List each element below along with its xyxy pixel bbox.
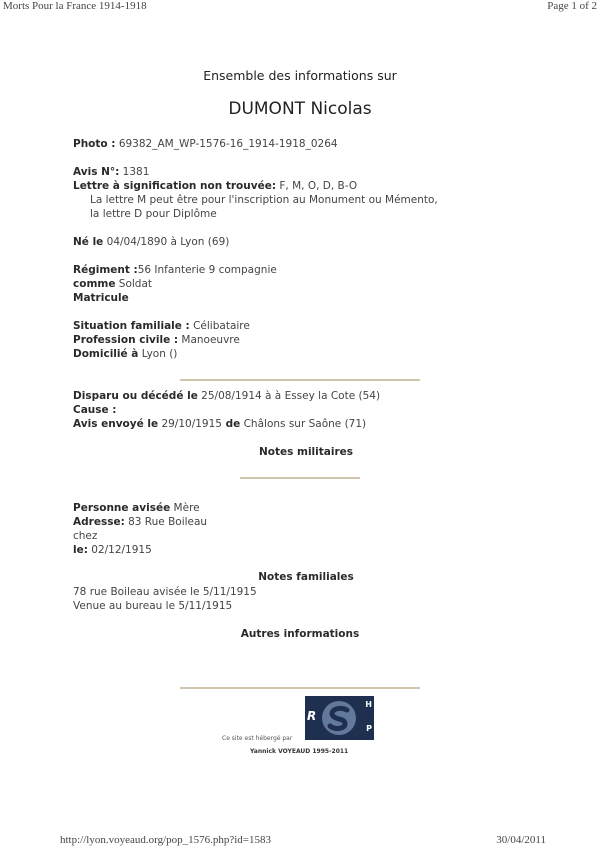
divider-3 xyxy=(180,687,420,689)
domicile-value: Lyon () xyxy=(138,348,178,360)
section-notes-familiales: Notes familiales xyxy=(258,571,354,583)
print-footer-url: http://lyon.voyeaud.org/pop_1576.php?id=1583 xyxy=(60,834,272,846)
logo-letter-p: P xyxy=(366,724,372,733)
section-notes-militaires: Notes militaires xyxy=(258,446,354,458)
host-logo-mark-icon xyxy=(317,698,361,738)
regiment-value: 56 Infanterie 9 compagnie xyxy=(137,264,277,276)
avis-value: 1381 xyxy=(119,166,150,178)
adresse-value: 83 Rue Boileau xyxy=(124,516,208,528)
comme-label: comme xyxy=(73,278,116,290)
lettre-value: F, M, O, D, B-O xyxy=(276,180,358,192)
ne-date: 04/04/1890 xyxy=(103,236,168,248)
avis-envoye-lieu: Châlons sur Saône (71) xyxy=(240,418,367,430)
domicile-label: Domicilié à xyxy=(73,348,139,360)
hosting-note: Ce site est hébergé par xyxy=(222,735,293,742)
disparu-lieu: à Essey la Cote (54) xyxy=(271,390,381,402)
avis-envoye-de: de xyxy=(221,418,241,430)
photo-value: 69382_AM_WP-1576-16_1914-1918_0264 xyxy=(115,138,338,150)
disparu-date: 25/08/1914 xyxy=(197,390,262,402)
avis-envoye-label: Avis envoyé le xyxy=(73,418,159,430)
avis-envoye-date: 29/10/1915 xyxy=(158,418,222,430)
divider-1 xyxy=(180,379,420,381)
familiales-line-1: 78 rue Boileau avisée le 5/11/1915 xyxy=(73,586,257,598)
divider-2 xyxy=(240,477,360,479)
logo-letter-r: R xyxy=(307,709,317,723)
section-autres-informations: Autres informations xyxy=(240,628,360,640)
lettre-label: Lettre à signification non trouvée: xyxy=(73,180,277,192)
civil-block xyxy=(73,319,250,361)
print-header-page: Page 1 of 2 xyxy=(547,0,597,12)
record-subtitle: Ensemble des informations sur xyxy=(203,68,397,83)
print-footer-date: 30/04/2011 xyxy=(496,834,546,846)
photo-label: Photo : xyxy=(73,138,116,150)
ne-a: à xyxy=(167,236,177,248)
familiales-block xyxy=(73,585,257,613)
adresse-label: Adresse: xyxy=(73,516,125,528)
profession-value: Manoeuvre xyxy=(178,334,240,346)
personne-block xyxy=(73,501,207,557)
le-value: 02/12/1915 xyxy=(87,544,152,556)
comme-value: Soldat xyxy=(115,278,153,290)
photo-line xyxy=(73,137,338,151)
personne-value: Mère xyxy=(170,502,200,514)
situation-value: Célibataire xyxy=(189,320,250,332)
host-logo[interactable] xyxy=(305,696,374,740)
birth-line xyxy=(73,235,229,249)
site-credit: Yannick VOYEAUD 1995-2011 xyxy=(250,748,349,755)
ne-lieu: Lyon (69) xyxy=(176,236,230,248)
profession-label: Profession civile : xyxy=(73,334,179,346)
familiales-line-2: Venue au bureau le 5/11/1915 xyxy=(73,600,233,612)
le-label: le: xyxy=(73,544,88,556)
disparu-label: Disparu ou décédé le xyxy=(73,390,198,402)
print-header-title: Morts Pour la France 1914-1918 xyxy=(3,0,147,12)
personne-label: Personne avisée xyxy=(73,502,171,514)
avis-label: Avis N°: xyxy=(73,166,120,178)
disparu-a: à xyxy=(261,390,272,402)
regiment-block xyxy=(73,263,277,305)
chez-text: chez xyxy=(73,530,98,542)
situation-label: Situation familiale : xyxy=(73,320,190,332)
record-name: DUMONT Nicolas xyxy=(228,99,372,119)
cause-label: Cause : xyxy=(73,404,117,416)
death-block xyxy=(73,389,380,431)
logo-letter-h: H xyxy=(365,700,372,709)
avis-block xyxy=(73,165,438,221)
ne-label: Né le xyxy=(73,236,104,248)
regiment-label: Régiment : xyxy=(73,264,138,276)
lettre-note-1: La lettre M peut être pour l'inscription au Monument ou Mémento, xyxy=(90,194,438,206)
lettre-note-2: la lettre D pour Diplôme xyxy=(90,208,217,220)
matricule-label: Matricule xyxy=(73,292,129,304)
